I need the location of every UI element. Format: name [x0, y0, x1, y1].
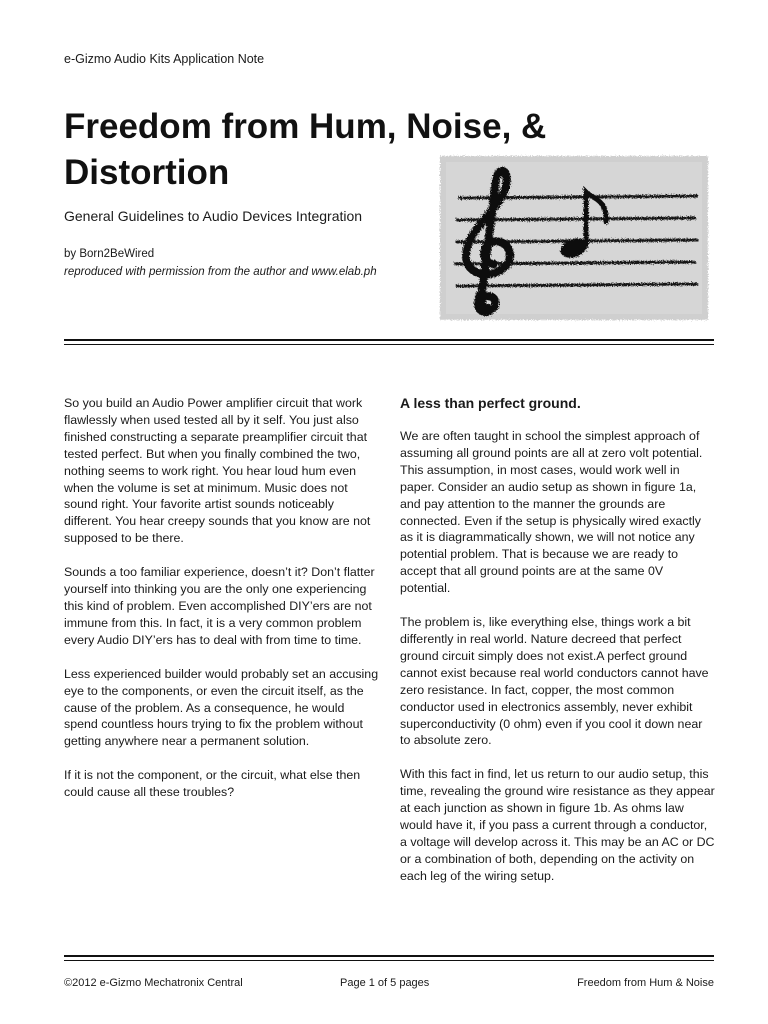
body-paragraph: So you build an Audio Power amplifier circuit that work flawlessly when used tested all by it self. You just also finished constructing a separate preamplifier circuit that tested perfect. But when you finally combined the two, nothing seems to work right. You hear loud hum even when the volume is set at minimum. Music does not sound right. Your favorite artist sounds noticeably different. You hear creepy sounds that you know are not supposed to be there. — [64, 396, 371, 546]
body-paragraph: Less experienced builder would probably set an accusing eye to the components, or even the circuit itself, as the cause of the problem. As a consequence, he would spend countless hours trying to fix the problem without getting anywhere near a permanent solution. — [64, 666, 379, 749]
right-column — [400, 395, 716, 902]
body-paragraph: With this fact in find, let us return to our audio setup, this time, revealing the ground wire resistance as they appear at each junction as shown in figure 1b. As ohms law would have it, if you pass a current through a conductor, a voltage will develop across it. This may be an AC or DC or a combination of both, depending on the activity on each leg of the wiring setup. — [400, 767, 715, 883]
left-column — [64, 395, 380, 818]
app-note-label: e-Gizmo Audio Kits Application Note — [64, 52, 265, 66]
permission-note: reproduced with permission from the author and www.elab.ph — [64, 266, 377, 278]
footer-page-number: Page 1 of 5 pages — [340, 977, 430, 989]
footer-divider-thin — [64, 960, 714, 961]
footer-divider — [64, 955, 714, 957]
section-heading: A less than perfect ground. — [400, 395, 581, 411]
subtitle: General Guidelines to Audio Devices Integration — [64, 208, 363, 224]
body-paragraph: If it is not the component, or the circuit, what else then could cause all these troubles? — [64, 768, 361, 800]
author-byline: by Born2BeWired — [64, 248, 155, 260]
header-divider-thin — [64, 344, 714, 345]
body-paragraph: Sounds a too familiar experience, doesn’t it? Don’t flatter yourself into thinking you are the only one experiencing this kind of problem. Even accomplished DIY’ers are not immune from this. In fact, it is a very common problem every Audio DIY’ers has to deal with from time to time. — [64, 565, 375, 647]
body-paragraph: We are often taught in school the simplest approach of assuming all ground points are all at zero volt potential. This assumption, in most cases, would work well in paper. Consider an audio setup as shown in figure 1a, and pay attention to the manner the grounds are connected. Even if the setup is physically wired exactly as it is diagrammatically shown, we will not notice any potential problem. That is because we are ready to accept that all ground points are at the same 0V potential. — [400, 429, 703, 596]
footer-copyright: ©2012 e-Gizmo Mechatronix Central — [64, 977, 243, 989]
page-title: Freedom from Hum, Noise, & Distortion — [64, 107, 547, 192]
footer-short-title: Freedom from Hum & Noise — [577, 977, 714, 989]
music-staff-treble-clef-icon — [436, 150, 712, 326]
header-divider — [64, 339, 714, 341]
body-paragraph: The problem is, like everything else, things work a bit differently in real world. Nature decreed that perfect ground circuit simply does not exist.A perfect ground cannot exist because real world conductors cannot have zero resistance. In fact, copper, the most common conductor used in electronics assembly, never exhibit superconductivity (0 ohm) even if you cool it down near to absolute zero. — [400, 615, 709, 748]
